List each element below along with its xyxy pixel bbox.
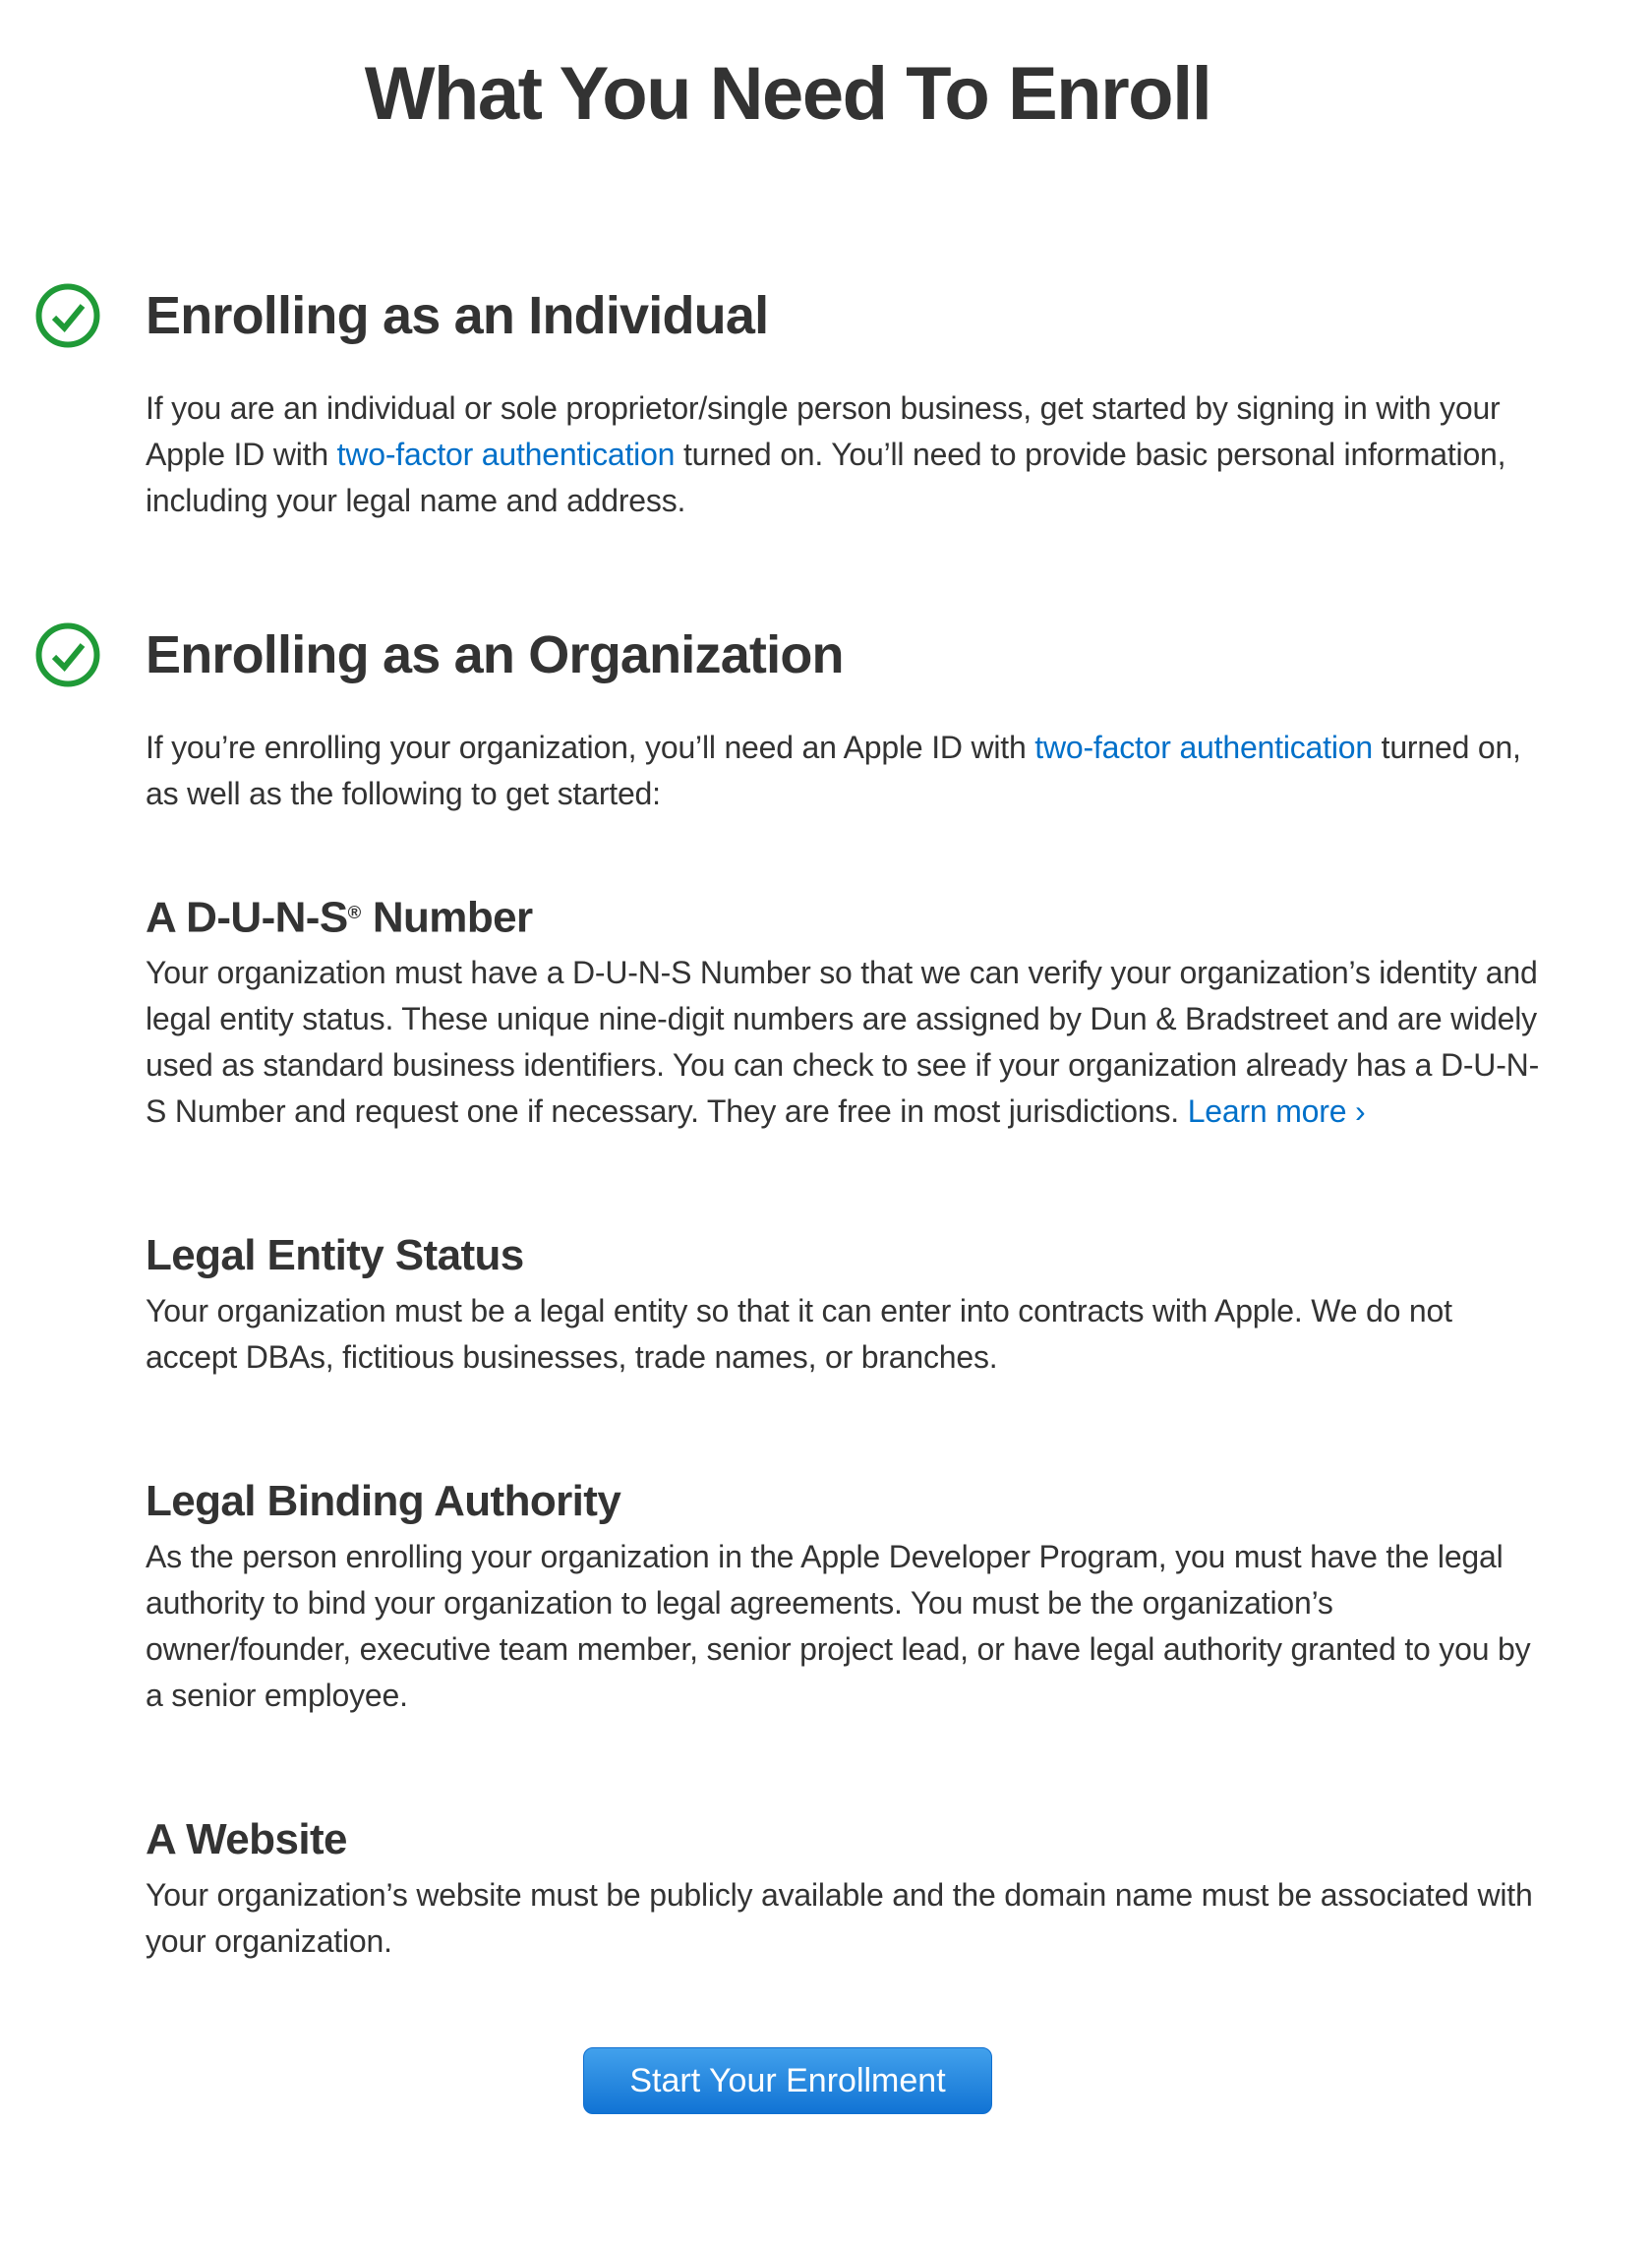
paragraph-text: Your organization must have a D-U-N-S Number so that we can verify your organization’s identity and legal entity status. These unique nine-digit numbers are assigned by Dun & Bradstreet and are widely used as standard business identifiers. You can check to see if your organization already has a D-U-N-S Number and request one if necessary. They are free in most jurisdictions. bbox=[146, 955, 1540, 1130]
registered-trademark-symbol: ® bbox=[347, 902, 362, 922]
section-organization-heading: Enrolling as an Organization bbox=[146, 625, 844, 684]
subsection-website-heading: A Website bbox=[146, 1815, 347, 1864]
two-factor-auth-link[interactable]: two-factor authentication bbox=[1034, 730, 1373, 765]
paragraph-text: If you are an individual or sole proprietor/single person business, get started by signing in with your Apple ID with bbox=[146, 390, 1501, 472]
subsection-legal-entity-heading: Legal Entity Status bbox=[146, 1231, 524, 1280]
section-organization-paragraph bbox=[146, 725, 1540, 817]
paragraph-text: turned on, as well as the following to get started: bbox=[146, 730, 1521, 811]
heading-text: Number bbox=[361, 893, 533, 942]
subsection-legal-binding-authority bbox=[146, 1475, 1540, 1719]
subsection-website-paragraph: Your organization’s website must be publicly available and the domain name must be associated with your organization. bbox=[146, 1877, 1533, 1960]
button-row bbox=[35, 2047, 1540, 2114]
learn-more-link[interactable]: Learn more › bbox=[1187, 1093, 1366, 1130]
section-individual-paragraph bbox=[146, 385, 1540, 524]
subsection-legal-entity-paragraph: Your organization must be a legal entity so that it can enter into contracts with Apple. We do not accept DBAs, fictitious businesses, trade names, or branches. bbox=[146, 1293, 1452, 1376]
subsection-legal-authority-heading: Legal Binding Authority bbox=[146, 1477, 621, 1526]
subsection-website bbox=[146, 1813, 1540, 1965]
section-enrolling-individual bbox=[35, 283, 1540, 524]
subsection-legal-entity-status bbox=[146, 1229, 1540, 1381]
subsection-duns-heading bbox=[146, 886, 1540, 944]
two-factor-auth-link[interactable]: two-factor authentication bbox=[336, 437, 676, 472]
section-organization-body bbox=[146, 622, 1540, 1965]
heading-text: A D-U-N-S bbox=[146, 893, 348, 942]
paragraph-text: turned on. You’ll need to provide basic personal information, including your legal name and address. bbox=[146, 437, 1506, 518]
subsection-legal-authority-paragraph: As the person enrolling your organization in the Apple Developer Program, you must have the legal authority to bind your organization to legal agreements. You must be the organization’s owner/founder, executive team member, senior project lead, or have legal authority granted to you by a senior employee. bbox=[146, 1539, 1531, 1714]
section-enrolling-organization bbox=[35, 622, 1540, 1965]
check-circle-icon bbox=[35, 283, 100, 348]
subsection-duns-number bbox=[146, 886, 1540, 1135]
paragraph-text: If you’re enrolling your organization, you’ll need an Apple ID with bbox=[146, 730, 1035, 765]
start-enrollment-button[interactable]: Start Your Enrollment bbox=[583, 2047, 991, 2114]
section-individual-heading: Enrolling as an Individual bbox=[146, 286, 769, 345]
page-title: What You Need To Enroll bbox=[364, 52, 1211, 136]
section-individual-body bbox=[146, 283, 1540, 524]
subsection-duns-paragraph bbox=[146, 950, 1540, 1135]
check-circle-icon bbox=[35, 622, 100, 687]
